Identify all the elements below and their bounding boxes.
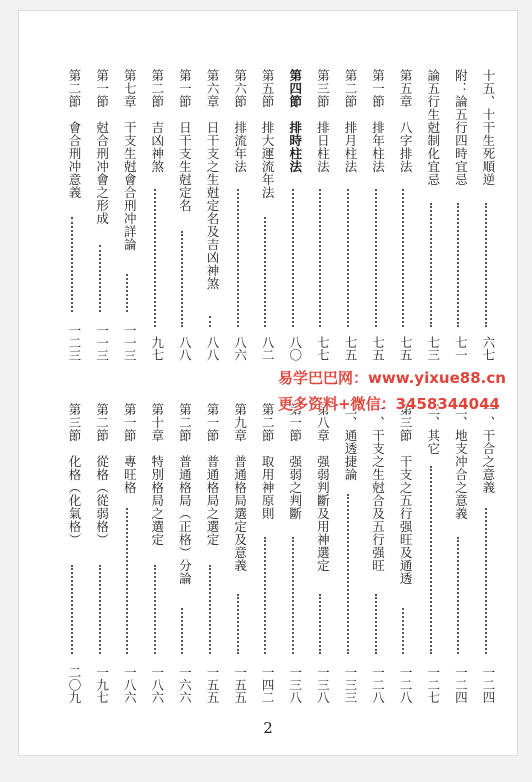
toc-leader-dots	[264, 217, 269, 327]
toc-entry	[63, 403, 83, 703]
toc-entry	[256, 69, 276, 361]
toc-entry	[477, 69, 497, 361]
toc-entry-title: 第一節 日干支生尅定名	[177, 69, 193, 212]
toc-entry-page: 一一三	[94, 323, 110, 361]
toc-leader-dots	[154, 189, 159, 327]
toc-entry-page: 七五	[370, 336, 386, 361]
toc-entry	[173, 403, 193, 703]
toc-entry-page: 一四二	[260, 665, 276, 703]
toc-leader-dots	[430, 466, 435, 655]
toc-leader-dots	[430, 203, 435, 327]
toc-entry	[394, 69, 414, 361]
toc-entry-title: 第二節 取用神原則	[260, 403, 276, 520]
toc-leader-dots	[71, 217, 76, 312]
toc-entry	[229, 403, 249, 703]
toc-entry	[367, 69, 387, 361]
toc-leader-dots	[457, 537, 462, 655]
toc-entry-page: 一二七	[425, 665, 441, 703]
toc-entry	[91, 69, 111, 361]
toc-top-half	[63, 69, 497, 361]
toc-leader-dots	[319, 594, 324, 655]
toc-entry	[256, 403, 276, 703]
toc-leader-dots	[181, 608, 186, 655]
toc-entry	[339, 69, 359, 361]
toc-leader-dots	[126, 508, 131, 654]
toc-leader-dots	[209, 565, 214, 654]
toc-leader-dots	[209, 316, 214, 326]
toc-entry-title: 第二節 會合刑冲意義	[67, 69, 82, 199]
toc-entry	[311, 403, 331, 703]
toc-leader-dots	[99, 245, 104, 312]
toc-leader-dots	[402, 608, 407, 655]
toc-entry-title: 附：論五行四時宜忌	[453, 69, 469, 186]
toc-entry-title: 三、其它	[425, 403, 441, 455]
toc-entry-title: 第一節 普通格局之選定	[204, 403, 220, 546]
toc-entry-page: 一八六	[122, 665, 138, 703]
toc-entry	[422, 403, 442, 703]
toc-entry-page: 八八	[177, 336, 193, 361]
toc-entry	[477, 403, 497, 703]
toc-entry	[146, 403, 166, 703]
toc-entry-title: 第八章 强弱判斷及用神選定	[315, 403, 331, 572]
toc-entry-page: 七七	[315, 336, 331, 361]
toc-entry-page: 一一三	[122, 323, 138, 361]
toc-entry-title: 二、地支冲合之意義	[453, 403, 469, 520]
toc-leader-dots	[237, 189, 242, 327]
toc-leader-dots	[99, 565, 104, 654]
toc-entry	[229, 69, 249, 361]
toc-leader-dots	[264, 537, 269, 655]
toc-entry-page: 一八六	[149, 665, 165, 703]
toc-entry-page: 七三	[425, 336, 441, 361]
toc-entry-page: 七一	[453, 336, 469, 361]
toc-entry-page: 一五五	[204, 665, 220, 703]
toc-entry-title: 第七章 干支生尅會合刑冲詳論	[122, 69, 138, 251]
toc-leader-dots	[402, 189, 407, 327]
toc-entry-title: 二、通透捷論	[342, 403, 358, 481]
toc-entry	[146, 69, 166, 361]
toc-entry-title: 第三節 干支之五行强旺及通透	[398, 403, 414, 585]
toc-entry-page: 二〇九	[67, 665, 82, 703]
toc-entry-title: 第三節 排日柱法	[315, 69, 331, 173]
toc-entry-page: 一二三	[67, 323, 82, 361]
toc-entry-title: 第十章 特別格局之選定	[149, 403, 165, 546]
toc-entry-title: 第一節 尅合刑冲會之形成	[94, 69, 110, 225]
toc-entry	[201, 403, 221, 703]
toc-entry-page: 六七	[480, 336, 496, 361]
toc-entry	[284, 403, 304, 703]
toc-bottom-half	[63, 403, 497, 703]
toc-leader-dots	[237, 594, 242, 655]
toc-entry	[63, 69, 83, 361]
toc-entry-title: 第五節 排大運流年法	[260, 69, 276, 199]
toc-entry	[339, 403, 359, 703]
toc-entry-page: 一九七	[94, 665, 110, 703]
toc-entry-title: 第一節 强弱之判斷	[287, 403, 303, 520]
toc-entry	[173, 69, 193, 361]
toc-entry-page: 一三八	[287, 665, 303, 703]
toc-entry	[311, 69, 331, 361]
toc-entry-page: 一二八	[370, 665, 386, 703]
toc-leader-dots	[375, 189, 380, 327]
toc-entry	[449, 69, 469, 361]
toc-leader-dots	[292, 537, 297, 655]
toc-leader-dots	[181, 231, 186, 326]
toc-entry-page: 八八	[204, 336, 220, 361]
toc-entry-title: 十五、十干生死順逆	[480, 69, 496, 186]
toc-entry-page: 一三八	[315, 665, 331, 703]
toc-entry-page: 七五	[398, 336, 414, 361]
toc-entry	[118, 69, 138, 361]
toc-entry-title: 一、干合之意義	[480, 403, 496, 494]
toc-leader-dots	[347, 189, 352, 327]
toc-entry-page: 一三三	[342, 665, 358, 703]
toc-leader-dots	[71, 565, 76, 654]
toc-entry-title: 第九章 普通格局選定及意義	[232, 403, 248, 572]
toc-entry-title: 一、干支之生尅合及五行强旺	[370, 403, 386, 572]
toc-entry-page: 一二四	[480, 665, 496, 703]
toc-entry	[91, 403, 111, 703]
toc-leader-dots	[154, 565, 159, 654]
toc-entry	[118, 403, 138, 703]
toc-entry-title: 第二節 普通格局（正格）分論	[177, 403, 193, 585]
watermark-line-2: 更多资料+微信：3458344044	[278, 395, 500, 413]
toc-entry-page: 九七	[149, 336, 165, 361]
toc-entry-page: 七五	[342, 336, 358, 361]
toc-entry-title: 第四節 排時柱法	[287, 69, 303, 173]
toc-leader-dots	[457, 203, 462, 327]
toc-entry-page: 一二四	[453, 665, 469, 703]
toc-entry-page: 一六六	[177, 665, 193, 703]
watermark-line-1: 易学巴巴网：www.yixue88.cn	[278, 369, 506, 387]
toc-entry-title: 第一節 專旺格	[122, 403, 138, 494]
toc-entry	[284, 69, 304, 361]
toc-entry-title: 第二節 排月柱法	[342, 69, 358, 173]
toc-entry	[422, 69, 442, 361]
toc-leader-dots	[292, 189, 297, 327]
toc-entry-page: 八二	[260, 336, 276, 361]
toc-entry-title: 第六節 排流年法	[232, 69, 248, 173]
toc-entry-title: 第二節 吉凶神煞	[149, 69, 165, 173]
page-number: 2	[263, 719, 273, 737]
toc-entry-title: 第三節 化格（化氣格）	[67, 403, 82, 546]
toc-entry	[394, 403, 414, 703]
toc-leader-dots	[375, 594, 380, 655]
toc-leader-dots	[126, 274, 131, 313]
toc-entry	[201, 69, 221, 361]
toc-entry-page: 一五五	[232, 665, 248, 703]
toc-leader-dots	[485, 203, 490, 327]
toc-entry-title: 第六章 日干支之生尅定名及吉凶神煞	[204, 69, 220, 290]
toc-entry-page: 八六	[232, 336, 248, 361]
toc-entry-title: 論五行生尅制化宜忌	[425, 69, 441, 186]
toc-leader-dots	[485, 508, 490, 654]
toc-entry	[367, 403, 387, 703]
toc-entry-page: 一二八	[398, 665, 414, 703]
toc-entry-page: 八〇	[287, 336, 303, 361]
toc-leader-dots	[347, 494, 352, 654]
toc-entry-title: 第二節 從格（從弱格）	[94, 403, 110, 546]
toc-leader-dots	[319, 189, 324, 327]
toc-entry-title: 第一節 排年柱法	[370, 69, 386, 173]
toc-entry	[449, 403, 469, 703]
toc-entry-title: 第五章 八字排法	[398, 69, 414, 173]
